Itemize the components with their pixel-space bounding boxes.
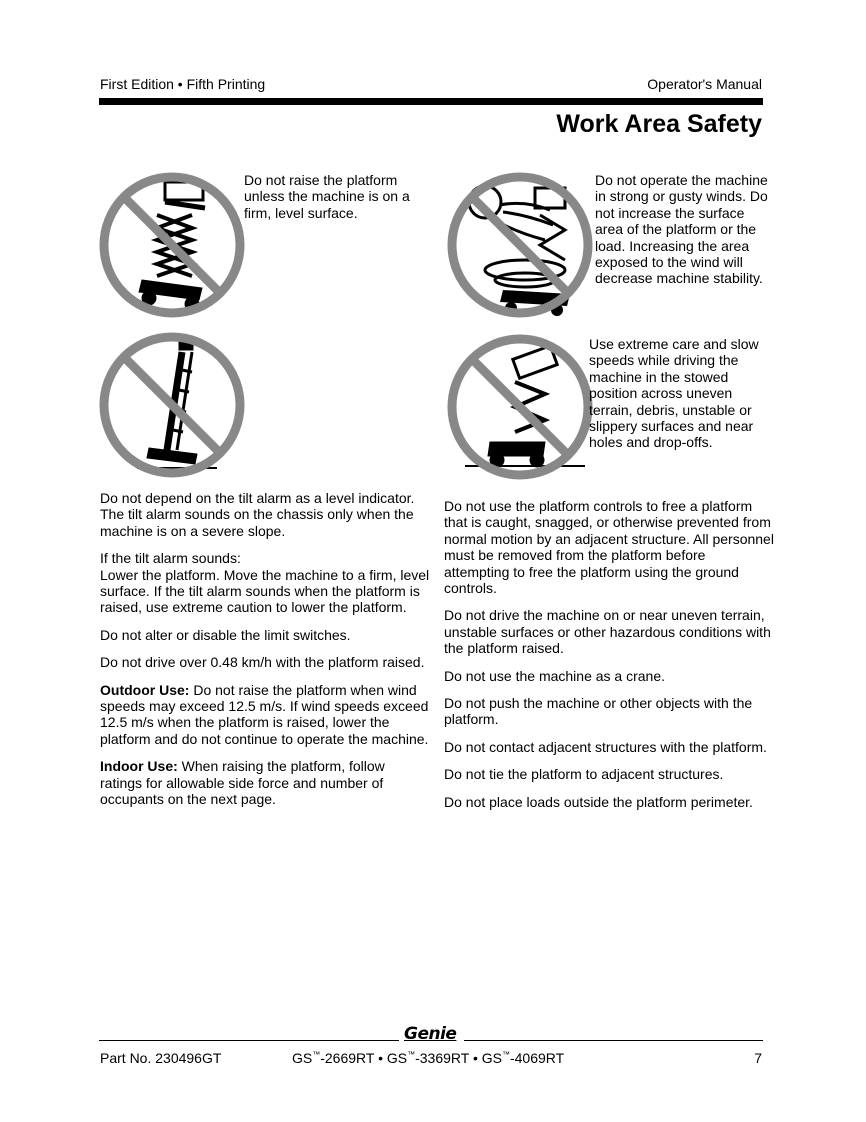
crane-warning: Do not use the machine as a crane.: [444, 667, 666, 684]
footer-part-number: Part No. 230496GT: [100, 1050, 222, 1066]
indoor-use-warning: [100, 758, 430, 807]
outdoor-use-label: Outdoor Use:: [100, 681, 190, 698]
page-number: 7: [754, 1050, 762, 1066]
prohibition-tilt-icon: [97, 330, 247, 480]
outdoor-use-text: Do not raise the platform when wind speeds may exceed 12.5 m/s. If wind speeds exceed 12.5 m/s when the platform is raised, lower the platform and do not continue to operate the machine.: [100, 681, 429, 747]
prohibition-slope-raised-icon: [97, 170, 247, 320]
tie-warning: Do not tie the platform to adjacent structures.: [444, 766, 724, 783]
caught-platform-warning: Do not use the platform controls to free a platform that is caught, snagged, or otherwise prevented from normal motion by an adjacent structure. All personnel must be removed from the platform before attempting to free the platform using the ground controls.: [444, 498, 774, 597]
footer-rule-left: [99, 1040, 399, 1041]
right-column: [444, 498, 774, 821]
limit-switches-warning: Do not alter or disable the limit switches.: [100, 626, 351, 643]
header-manual-title: Operator's Manual: [647, 76, 762, 92]
prohibition-uneven-terrain-icon: [445, 332, 595, 482]
drive-uneven-warning: Do not drive the machine on or near uneven terrain, unstable surfaces or other hazardous conditions with the platform raised.: [444, 607, 771, 657]
prohibition-wind-icon: [445, 170, 595, 320]
loads-warning: Do not place loads outside the platform perimeter.: [444, 793, 753, 810]
tilt-alarm-heading: If the tilt alarm sounds:: [100, 550, 241, 567]
tilt-alarm-warning: Do not depend on the tilt alarm as a level indicator. The tilt alarm sounds on the chassis only when the machine is on a severe slope.: [100, 490, 415, 539]
push-warning: Do not push the machine or other objects with the platform.: [444, 695, 753, 728]
tilt-alarm-instructions: Lower the platform. Move the machine to a firm, level surface. If the tilt alarm sounds when the platform is raised, use extreme caution to lower the platform.: [100, 566, 430, 616]
header-edition: First Edition • Fifth Printing: [100, 76, 266, 92]
header-rule: [99, 98, 763, 105]
indoor-use-text: When raising the platform, follow ratings for allowable side force and number of occupants on the next page.: [100, 758, 385, 808]
caption-level-surface: Do not raise the platform unless the machine is on a firm, level surface.: [244, 172, 410, 221]
contact-structures-warning: Do not contact adjacent structures with the platform.: [444, 738, 767, 755]
footer-rule-right: [464, 1040, 763, 1041]
caption-wind: Do not operate the machine in strong or gusty winds. Do not increase the surface area of the platform or the load. Increasing the area exposed to the wind will decrease machine stability.: [595, 172, 768, 287]
indoor-use-label: Indoor Use:: [100, 758, 178, 775]
page-title: Work Area Safety: [556, 110, 762, 138]
footer-models: GS™-2669RT • GS™-3369RT • GS™-4069RT: [292, 1050, 565, 1066]
outdoor-use-warning: [100, 682, 430, 748]
speed-warning: Do not drive over 0.48 km/h with the platform raised.: [100, 654, 425, 671]
caption-uneven-terrain: Use extreme care and slow speeds while driving the machine in the stowed position across uneven terrain, debris, unstable or slippery surfaces and near holes and drop-offs.: [589, 336, 759, 451]
left-column: [100, 490, 430, 819]
genie-logo: Genie: [404, 1024, 457, 1044]
